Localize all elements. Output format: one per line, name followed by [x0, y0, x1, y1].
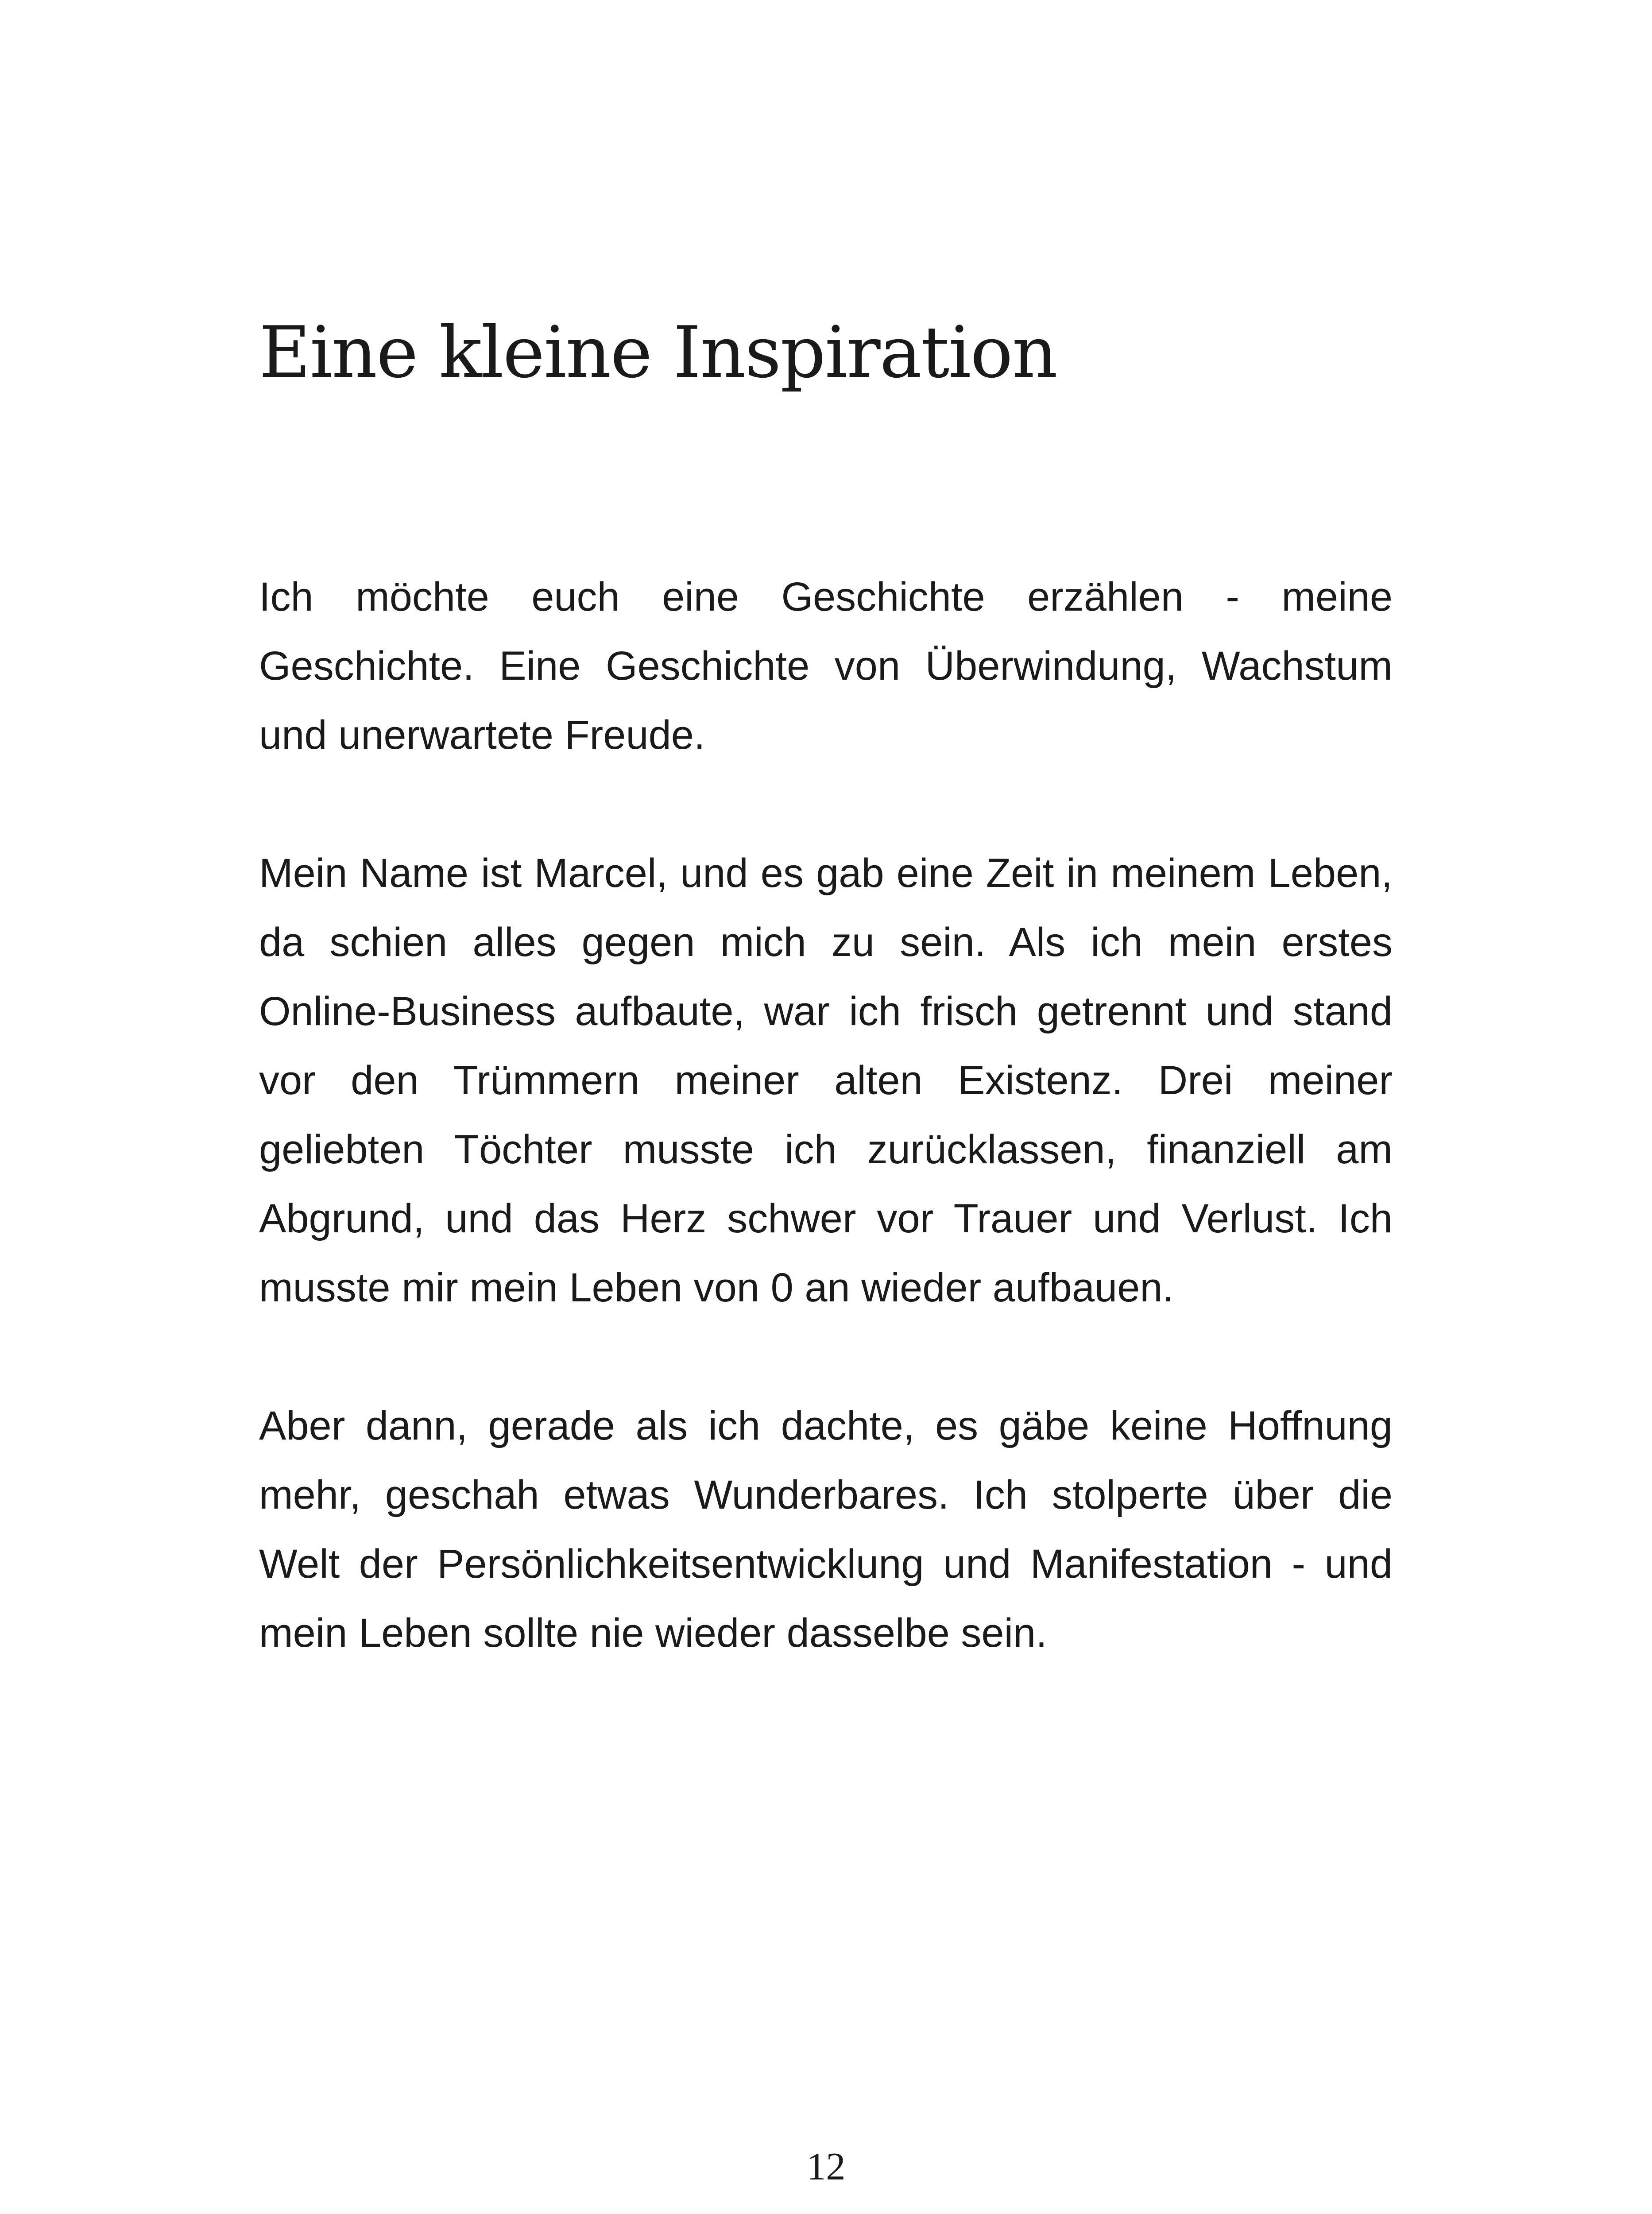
paragraph-turning-point: Aber dann, gerade als ich dachte, es gäbe keine Hoffnung mehr, geschah etwas Wunderbares. Ich stolperte über die Welt der Persönlichkeitsentwicklung und Manifestation - und mein Leben sollte nie wieder dasselbe sein.	[259, 1403, 1393, 1656]
page-title: Eine kleine Inspiration	[259, 311, 1057, 394]
page-number: 12	[806, 2145, 846, 2188]
body-text	[259, 562, 1393, 1737]
paragraph-story: Mein Name ist Marcel, und es gab eine Zeit in meinem Leben, da schien alles gegen mich zu sein. Als ich mein erstes Online-Business aufbaute, war ich frisch getrennt und stand vor den Trümmern meiner alten Existenz. Drei meiner geliebten Töchter musste ich zurücklassen, finanziell am Abgrund, und das Herz schwer vor Trauer und Verlust. Ich musste mir mein Leben von 0 an wieder aufbauen.	[259, 851, 1393, 1310]
paragraph-intro: Ich möchte euch eine Geschichte erzählen - meine Geschichte. Eine Geschichte von Überwindung, Wachstum und unerwartete Freude.	[259, 574, 1393, 758]
